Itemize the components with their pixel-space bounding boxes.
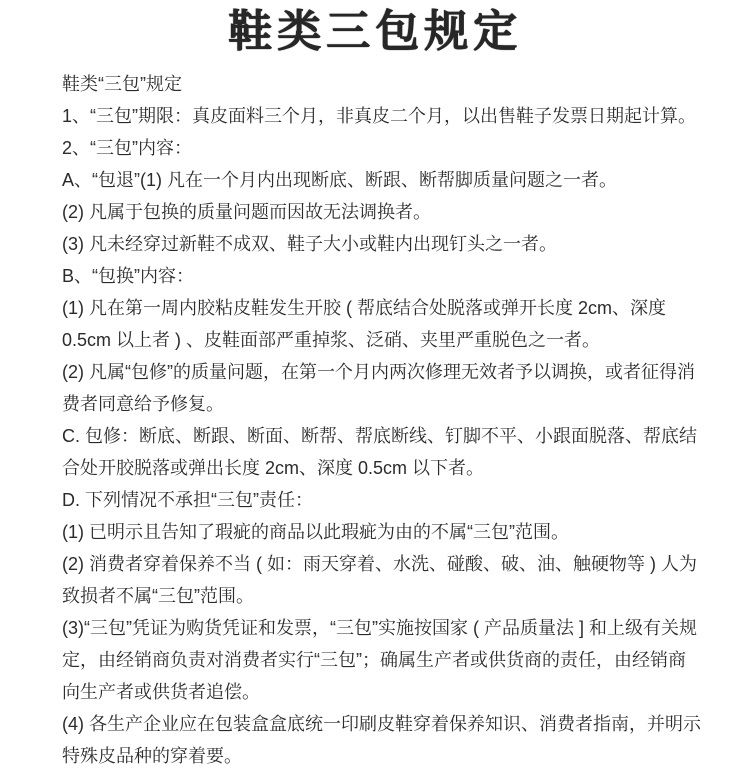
paragraph-refund-clause-2: (2) 凡属于包换的质量问题而因故无法调换者。 — [62, 202, 431, 222]
paragraph-exchange-clause-2: (2) 凡属“包修”的质量问题，在第一个月内两次修理无效者予以调换，或者征得消费者同意给予修复。 — [62, 362, 695, 414]
paragraph-warranty-period: 1、“三包”期限：真皮面料三个月，非真皮二个月，以出售鞋子发票日期起计算。 — [62, 106, 696, 126]
paragraph-exclusion-clause-3: (3)“三包”凭证为购货凭证和发票，“三包”实施按国家 ( 产品质量法 ] 和上级有关规定，由经销商负责对消费者实行“三包”；确属生产者或供货商的责任，由经销商向生产者或供货者追偿。 — [62, 618, 697, 702]
paragraph-refund-clause-3: (3) 凡未经穿过新鞋不成双、鞋子大小或鞋内出现钉头之一者。 — [62, 234, 557, 254]
document-subtitle: 鞋类“三包”规定 — [62, 74, 182, 94]
paragraph-exchange-clause-1: (1) 凡在第一周内胶粘皮鞋发生开胶 ( 帮底结合处脱落或弹开长度 2cm、深度 0.5cm 以上者 ) 、皮鞋面部严重掉浆、泛硝、夹里严重脱色之一者。 — [62, 298, 666, 350]
paragraph-repair-clause: C. 包修：断底、断跟、断面、断帮、帮底断线、钉脚不平、小跟面脱落、帮底结合处开胶脱落或弹出长度 2cm、深度 0.5cm 以下者。 — [62, 426, 697, 478]
page-title: 鞋类三包规定 — [228, 6, 522, 57]
paragraph-exclusion-clause-2: (2) 消费者穿着保养不当 ( 如：雨天穿着、水洗、碰酸、破、油、触硬物等 ) 人为致损者不属“三包”范围。 — [62, 554, 697, 606]
paragraph-exchange-heading: B、“包换”内容： — [62, 266, 194, 286]
document-body — [0, 68, 750, 772]
paragraph-exclusion-clause-1: (1) 已明示且告知了瑕疵的商品以此瑕疵为由的不属“三包”范围。 — [62, 522, 569, 542]
paragraph-exclusions-heading: D. 下列情况不承担“三包”责任： — [62, 490, 313, 510]
paragraph-refund-clause-1: A、“包退”(1) 凡在一个月内出现断底、断跟、断帮脚质量问题之一者。 — [62, 170, 617, 190]
paragraph-warranty-content-heading: 2、“三包”内容： — [62, 138, 192, 158]
paragraph-exclusion-clause-4: (4) 各生产企业应在包装盒盒底统一印刷皮鞋穿着保养知识、消费者指南，并明示特殊皮品种的穿着要。 — [62, 714, 701, 766]
